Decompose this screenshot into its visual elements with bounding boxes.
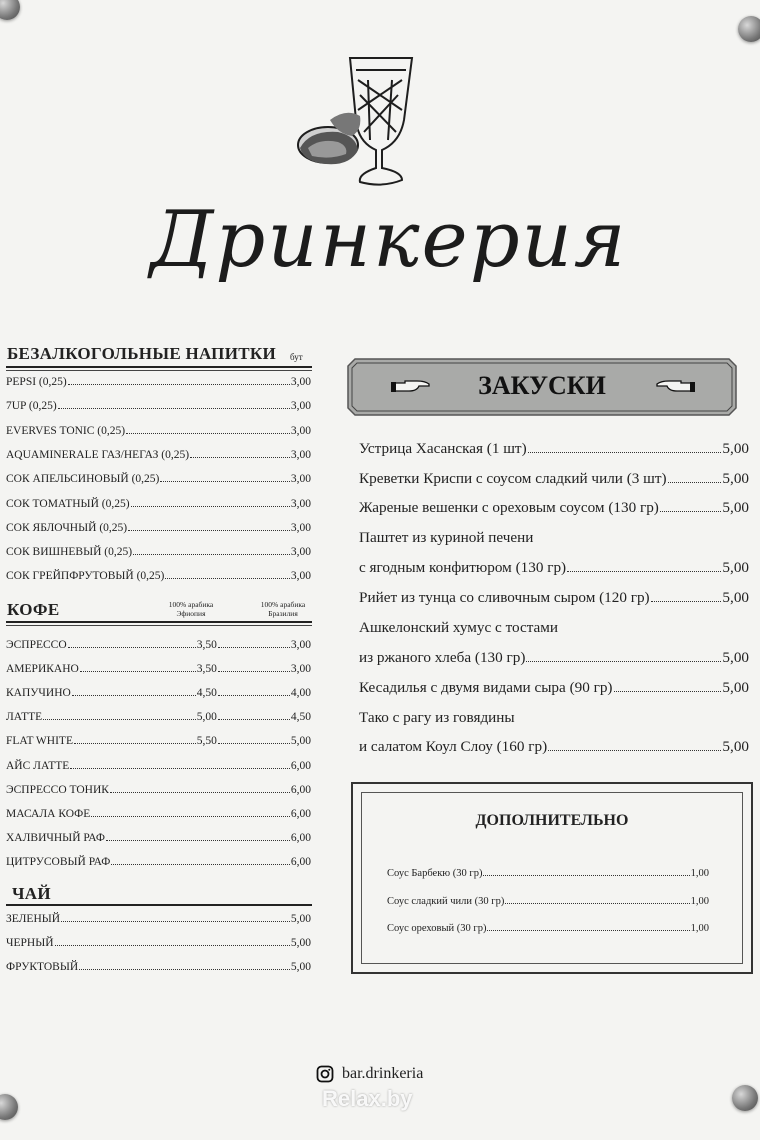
snack-name: Кесадилья с двумя видами сыра (90 гр) xyxy=(359,679,613,696)
snack-price: 5,00 xyxy=(722,679,749,696)
snack-price: 5,00 xyxy=(722,589,749,606)
dot-leader xyxy=(55,945,290,946)
dot-leader xyxy=(190,457,290,458)
top-right-bolt xyxy=(738,16,760,42)
snack-name: Жареные вешенки с ореховым соусом (130 гр) xyxy=(359,499,659,516)
soft-drinks-rule xyxy=(6,366,312,368)
item-price-brazil: 4,00 xyxy=(290,687,311,699)
snack-price: 5,00 xyxy=(722,649,749,666)
dot-leader xyxy=(614,691,722,692)
bottom-left-bolt xyxy=(0,1094,18,1120)
extra-price: 1,00 xyxy=(690,868,709,879)
snack-row xyxy=(359,470,749,488)
item-name: ЦИТРУСОВЫЙ РАФ xyxy=(6,856,111,868)
tea-row xyxy=(6,937,311,949)
soft-drink-row xyxy=(6,570,311,582)
extra-name: Соус ореховый (30 гр) xyxy=(387,923,487,934)
dot-leader xyxy=(79,969,290,970)
item-price: 5,00 xyxy=(290,913,311,925)
dot-leader xyxy=(68,647,196,648)
coffee-row xyxy=(6,735,311,747)
item-name: АМЕРИКАНО xyxy=(6,663,79,675)
coffee-row xyxy=(6,711,311,723)
item-name: PEPSI (0,25) xyxy=(6,376,67,388)
soft-drink-row xyxy=(6,449,311,461)
item-price-ethiopia: 3,50 xyxy=(196,663,217,675)
dot-leader xyxy=(70,768,290,769)
coffee-col2-label: 100% арабика Бразилия xyxy=(260,600,306,618)
extra-row xyxy=(387,923,709,934)
snack-price: 5,00 xyxy=(722,470,749,487)
brand-name: Дринкерия xyxy=(150,195,628,285)
soft-drinks-heading: БЕЗАЛКОГОЛЬНЫЕ НАПИТКИ xyxy=(7,344,277,363)
item-price-brazil: 6,00 xyxy=(290,760,311,772)
dot-leader xyxy=(660,511,722,512)
item-name: AQUAMINERALE ГАЗ/НЕГАЗ (0,25) xyxy=(6,449,190,461)
dot-leader xyxy=(74,743,196,744)
item-price-brazil: 4,50 xyxy=(290,711,311,723)
dot-leader xyxy=(128,530,290,531)
coffee-row xyxy=(6,687,311,699)
coffee-row xyxy=(6,856,311,868)
dot-leader xyxy=(126,433,290,434)
item-price: 3,00 xyxy=(290,376,311,388)
snack-name: Рийет из тунца со сливочным сыром (120 гр) xyxy=(359,589,650,606)
snack-row xyxy=(359,738,749,756)
soft-drinks-unit: бут xyxy=(290,352,303,362)
dot-leader xyxy=(505,903,689,904)
item-price: 5,00 xyxy=(290,961,311,973)
item-price: 3,00 xyxy=(290,522,311,534)
item-name: ХАЛВИЧНЫЙ РАФ xyxy=(6,832,105,844)
item-name: ЧЕРНЫЙ xyxy=(6,937,54,949)
snack-name: Креветки Криспи с соусом сладкий чили (3 шт) xyxy=(359,470,667,487)
item-price: 5,00 xyxy=(290,937,311,949)
soft-drink-row xyxy=(6,376,311,388)
dot-leader xyxy=(58,408,290,409)
snack-price: 5,00 xyxy=(722,440,749,457)
dot-leader xyxy=(61,921,290,922)
dot-leader xyxy=(528,452,722,453)
snack-row xyxy=(359,649,749,667)
dot-leader xyxy=(487,930,689,931)
snack-price: 5,00 xyxy=(722,738,749,755)
watermark: Relax.by xyxy=(322,1086,413,1111)
instagram-handle-text: bar.drinkeria xyxy=(342,1065,424,1082)
item-price-ethiopia: 5,00 xyxy=(196,711,217,723)
snack-row xyxy=(359,440,749,458)
snack-price: 5,00 xyxy=(722,559,749,576)
dot-leader xyxy=(218,743,290,744)
snack-row xyxy=(359,589,749,607)
item-price-brazil: 6,00 xyxy=(290,832,311,844)
item-name: ЛАТТЕ xyxy=(6,711,43,723)
instagram-handle[interactable] xyxy=(316,1065,423,1083)
dot-leader xyxy=(160,481,290,482)
dot-leader xyxy=(72,695,196,696)
coffee-row xyxy=(6,663,311,675)
dot-leader xyxy=(110,792,290,793)
dot-leader xyxy=(668,482,722,483)
tea-row xyxy=(6,961,311,973)
snack-row xyxy=(359,679,749,697)
item-name: МАСАЛА КОФЕ xyxy=(6,808,91,820)
item-name: 7UP (0,25) xyxy=(6,400,57,412)
item-name: СОК ТОМАТНЫЙ (0,25) xyxy=(6,498,130,510)
item-name: ЭСПРЕССО ТОНИК xyxy=(6,784,109,796)
snack-row xyxy=(359,499,749,517)
item-price-brazil: 6,00 xyxy=(290,784,311,796)
snacks-heading: ЗАКУСКИ xyxy=(478,371,606,400)
snack-name-line: Тако с рагу из говядины xyxy=(359,709,515,726)
snack-name-line: Паштет из куриной печени xyxy=(359,529,534,546)
snack-name: с ягодным конфитюром (130 гр) xyxy=(359,559,567,576)
item-name: СОК ЯБЛОЧНЫЙ (0,25) xyxy=(6,522,128,534)
item-price-brazil: 6,00 xyxy=(290,808,311,820)
dot-leader xyxy=(133,554,290,555)
tea-row xyxy=(6,913,311,925)
coffee-row xyxy=(6,808,311,820)
dot-leader xyxy=(483,875,689,876)
item-name: ФРУКТОВЫЙ xyxy=(6,961,79,973)
item-price-ethiopia: 4,50 xyxy=(196,687,217,699)
extra-name: Соус сладкий чили (30 гр) xyxy=(387,896,505,907)
snack-price: 5,00 xyxy=(722,499,749,516)
item-name: EVERVES TONIC (0,25) xyxy=(6,425,126,437)
dot-leader xyxy=(567,571,721,572)
soft-drink-row xyxy=(6,425,311,437)
extra-name: Соус Барбекю (30 гр) xyxy=(387,868,483,879)
snack-name: Устрица Хасанская (1 шт) xyxy=(359,440,527,457)
tea-rule xyxy=(6,904,312,906)
soft-drink-row xyxy=(6,522,311,534)
coffee-col1-label: 100% арабика Эфиопия xyxy=(168,600,214,618)
top-left-bolt xyxy=(0,0,20,20)
item-price: 3,00 xyxy=(290,546,311,558)
dot-leader xyxy=(526,661,721,662)
item-price-brazil: 3,00 xyxy=(290,663,311,675)
dot-leader xyxy=(68,384,290,385)
item-price-brazil: 6,00 xyxy=(290,856,311,868)
dot-leader xyxy=(106,840,290,841)
item-price: 3,00 xyxy=(290,473,311,485)
coffee-heading: КОФЕ xyxy=(7,600,60,619)
extra-price: 1,00 xyxy=(690,923,709,934)
instagram-icon xyxy=(316,1065,334,1083)
dot-leader xyxy=(218,671,290,672)
dot-leader xyxy=(651,601,722,602)
item-price: 3,00 xyxy=(290,498,311,510)
coffee-rule xyxy=(6,621,312,623)
dot-leader xyxy=(218,719,290,720)
item-name: ЭСПРЕССО xyxy=(6,639,67,651)
extra-row xyxy=(387,896,709,907)
item-price-ethiopia: 5,50 xyxy=(196,735,217,747)
item-name: АЙС ЛАТТЕ xyxy=(6,760,70,772)
dot-leader xyxy=(548,750,721,751)
item-price: 3,00 xyxy=(290,400,311,412)
dot-leader xyxy=(165,578,289,579)
soft-drink-row xyxy=(6,400,311,412)
snack-row xyxy=(359,559,749,577)
soft-drinks-rule-2 xyxy=(6,370,312,371)
dot-leader xyxy=(218,647,290,648)
bottom-right-bolt xyxy=(732,1085,758,1111)
dot-leader xyxy=(111,864,290,865)
tea-heading: ЧАЙ xyxy=(12,884,51,903)
item-price: 3,00 xyxy=(290,570,311,582)
item-price: 3,00 xyxy=(290,425,311,437)
snack-name: из ржаного хлеба (130 гр) xyxy=(359,649,526,666)
dot-leader xyxy=(43,719,196,720)
glass-oyster-logo xyxy=(290,50,420,195)
item-name: FLAT WHITE xyxy=(6,735,73,747)
extras-box xyxy=(351,782,753,974)
item-name: СОК ВИШНЕВЫЙ (0,25) xyxy=(6,546,133,558)
brand-title xyxy=(150,185,628,295)
snack-name: и салатом Коул Слоу (160 гр) xyxy=(359,738,548,755)
coffee-row xyxy=(6,760,311,772)
soft-drink-row xyxy=(6,498,311,510)
extras-heading: ДОПОЛНИТЕЛЬНО xyxy=(475,812,629,829)
item-name: ЗЕЛЕНЫЙ xyxy=(6,913,61,925)
coffee-row xyxy=(6,832,311,844)
item-price: 3,00 xyxy=(290,449,311,461)
item-price-brazil: 3,00 xyxy=(290,639,311,651)
dot-leader xyxy=(218,695,290,696)
item-name: КАПУЧИНО xyxy=(6,687,71,699)
soft-drink-row xyxy=(6,546,311,558)
soft-drink-row xyxy=(6,473,311,485)
item-price-brazil: 5,00 xyxy=(290,735,311,747)
coffee-row xyxy=(6,784,311,796)
item-name: СОК АПЕЛЬСИНОВЫЙ (0,25) xyxy=(6,473,160,485)
dot-leader xyxy=(131,506,290,507)
item-name: СОК ГРЕЙПФРУТОВЫЙ (0,25) xyxy=(6,570,165,582)
dot-leader xyxy=(80,671,196,672)
item-price-ethiopia: 3,50 xyxy=(196,639,217,651)
extra-price: 1,00 xyxy=(690,896,709,907)
dot-leader xyxy=(91,816,290,817)
snack-name-line: Ашкелонский хумус с тостами xyxy=(359,619,559,636)
coffee-row xyxy=(6,639,311,651)
coffee-rule-2 xyxy=(6,625,312,626)
snacks-banner xyxy=(347,358,737,416)
extra-row xyxy=(387,868,709,879)
